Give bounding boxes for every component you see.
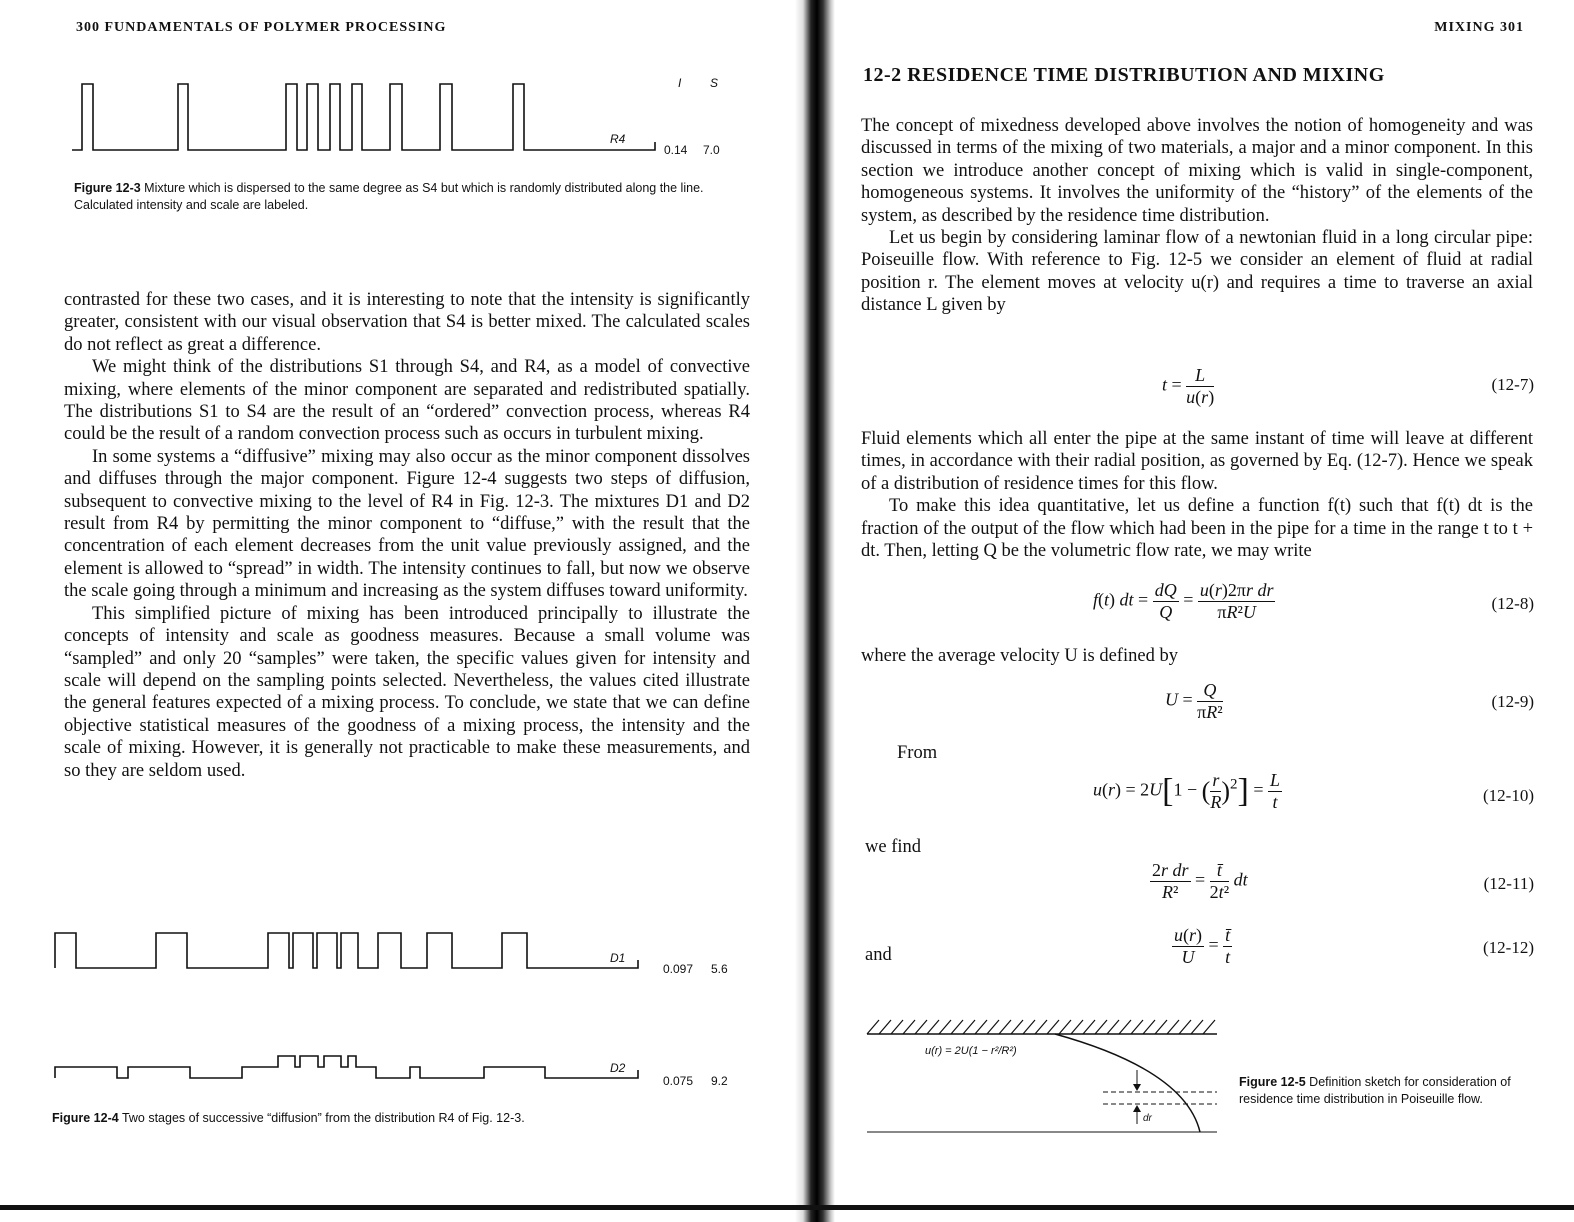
fig4-d1-scale: 5.6 — [711, 962, 728, 976]
fig5-sketch — [835, 0, 1574, 1222]
right-page-number: 301 — [1500, 20, 1524, 35]
eqnum-12-9: (12-9) — [1491, 692, 1534, 711]
fig3-intensity-value: 0.14 — [664, 143, 688, 157]
equation-12-12: $\frac{u(r)}{U}$ = $\frac{t̄}{t}$ — [1174, 925, 1231, 967]
eqnum-12-8: (12-8) — [1491, 594, 1534, 613]
fig5-profile-label: u(r) = 2U(1 − r²/R²) — [925, 1045, 1017, 1057]
fig4-d1-label: D1 — [610, 951, 626, 965]
fig4-d2-scale: 9.2 — [711, 1074, 728, 1088]
fig4-d1-intensity: 0.097 — [663, 962, 694, 976]
fig5-caption — [1239, 1074, 1539, 1108]
word-we-find: we find — [865, 837, 921, 857]
book-gutter — [795, 0, 835, 1222]
fig3-caption-label: Figure 12-3 — [74, 181, 141, 195]
right-paragraph-2: Let us begin by considering laminar flow of a newtonian fluid in a long circular pipe: Poiseuille flow. With reference to Fig. 12-5 we consider an element of fluid at radial position r. The element moves at velocity u(r) and requires a time to traverse an axial distance L given by — [861, 228, 1533, 316]
fig4-caption-label: Figure 12-4 — [52, 1111, 119, 1125]
fig3-trace-label: R4 — [610, 132, 626, 146]
fig3-header-scale: S — [710, 76, 719, 90]
right-running-title: MIXING — [1434, 20, 1496, 35]
right-paragraph-4: To make this idea quantitative, let us define a function f(t) such that f(t) dt is the fraction of the output of the flow which had been in the pipe for a time in the range t to t + dt. Then, letting Q be the volumetric flow rate, we may write — [861, 496, 1533, 562]
word-from: From — [897, 743, 938, 763]
right-paragraph-3: Fluid elements which all enter the pipe at the same instant of time will leave at different times, in accordance with their radial position, as governed by Eq. (12-7). Hence we speak of a distribution of residence times for this flow. — [861, 429, 1533, 494]
section-heading: 12-2 RESIDENCE TIME DISTRIBUTION AND MIXING — [863, 64, 1385, 86]
equation-12-8: f(t) dt = $\frac{dQ}{Q}$ = $\frac{\text{u(r)2πr dr}}{\text{πR²U}}$ — [1093, 580, 1274, 622]
right-paragraph-1: The concept of mixedness developed above involves the notion of homogeneity and was discussed in terms of the mixing of two materials, a major and a minor component. In this section we introduce another concept of mixing which is valid in single-component, homogeneous systems. It involves the uniformity of the “history” of the elements of the system, as described by the residence time distribution. — [861, 116, 1533, 226]
right-page — [835, 0, 1574, 1222]
equation-12-10: u(r) = 2U[1 − ( $\frac{r}{R}$ )$^2$] = $\frac{L}{t}$ — [1093, 770, 1280, 812]
equation-12-11: $\frac{\text{2r dr}}{\text{R²}}$ = $\frac{t̄}{\text{2t²}}$ dt — [1152, 860, 1248, 902]
left-paragraph-4: This simplified picture of mixing has been introduced principally to illustrate the concepts of intensity and scale as goodness measures. Because a small volume was “sampled” and only 20 “samples” were taken, the specific values given for intensity and scale will depend on the sampling points selected. Nevertheless, the values cited illustrate the general features expected of a mixing process. To conclude, we state that we can define objective statistical measures of the goodness of a mixing process, the intensity and the scale of mixing. However, it is generally not practicable to make these measurements, and so they are seldom used. — [64, 603, 750, 781]
fig4-trace-d2 — [55, 1056, 638, 1078]
fig5-dr-label: dr — [1143, 1113, 1152, 1124]
left-paragraph-3: In some systems a “diffusive” mixing may also occur as the minor component dissolves and diffuses through the major component. Figure 12-4 suggests two steps of diffusion, subsequent to convective mixing to the level of R4 in Fig. 12-3. The mixtures D1 and D2 result from R4 by permitting the minor component to “diffuse,” with the result that the concentration of each element decreases from the unit value previously assigned, and the element is allowed to “spread” in width. The intensity continues to fall, but now we observe the scale going through a minimum and increasing as the system diffuses toward uniformity. — [64, 446, 750, 602]
fig4-d2-intensity: 0.075 — [663, 1074, 694, 1088]
eqnum-12-7: (12-7) — [1491, 375, 1534, 394]
eqnum-12-11: (12-11) — [1483, 874, 1534, 893]
fig3-scale-value: 7.0 — [703, 143, 720, 157]
fig3-header-intensity: I — [678, 76, 682, 90]
left-page-number: 300 — [76, 20, 100, 35]
left-paragraph-1: contrasted for these two cases, and it is interesting to note that the intensity is significantly greater, consistent with our visual observation that S4 is better mixed. The calculated scales do not reflect as great a difference. — [64, 290, 750, 355]
equation-12-7: t = $\frac{L}{u(r)}$ — [1162, 365, 1215, 407]
left-running-title: FUNDAMENTALS OF POLYMER PROCESSING — [104, 20, 447, 35]
fig5-caption-label: Figure 12-5 — [1239, 1075, 1306, 1089]
fig4-trace-d1 — [55, 933, 638, 968]
fig5-caption-text: Definition sketch for consideration of residence time distribution in Poiseuille flow. — [1239, 1075, 1511, 1106]
fig4-d2-label: D2 — [610, 1061, 626, 1075]
fig3-caption-text: Mixture which is dispersed to the same degree as S4 but which is randomly distributed along the line. Calculated intensity and scale are labeled. — [74, 181, 704, 212]
right-paragraph-5: where the average velocity U is defined by — [861, 646, 1178, 666]
eqnum-12-12: (12-12) — [1483, 938, 1534, 957]
word-and: and — [865, 945, 892, 965]
fig4-caption-text: Two stages of successive “diffusion” from the distribution R4 of Fig. 12-3. — [121, 1111, 525, 1125]
fig4-caption — [52, 1110, 752, 1127]
eqnum-12-10: (12-10) — [1483, 786, 1534, 805]
scan-bottom-edge — [0, 1205, 1574, 1210]
left-paragraph-2: We might think of the distributions S1 through S4, and R4, as a model of convective mixing, where elements of the minor component are separated and redistributed spatially. The distributions S1 to S4 are the result of an “ordered” convection process, whereas R4 could be the result of a random convection process such as occurs in turbulent mixing. — [64, 357, 750, 445]
equation-12-9: U = $\frac{Q}{\text{πR²}}$ — [1165, 680, 1223, 722]
